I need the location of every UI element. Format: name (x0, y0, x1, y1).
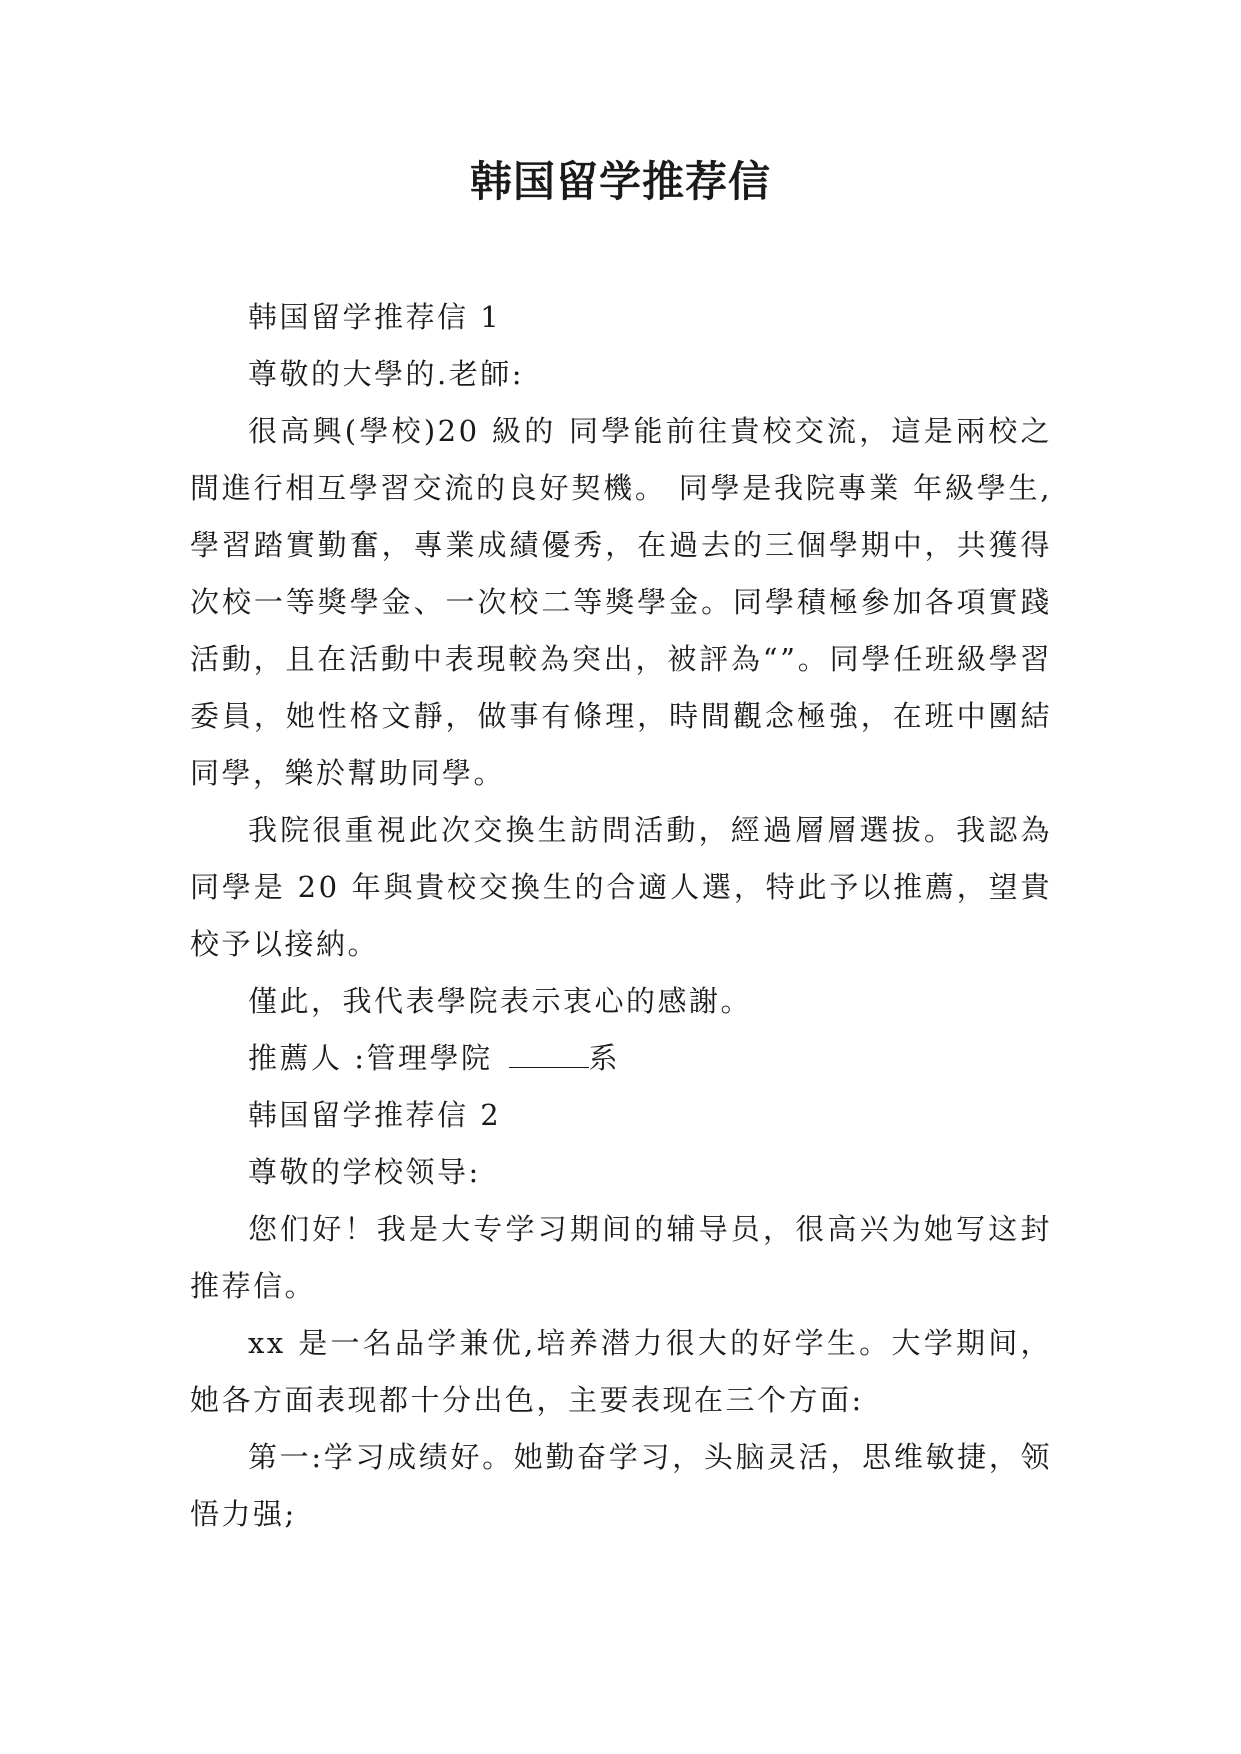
letter2-paragraph-1: 您们好！我是大专学习期间的辅导员，很高兴为她写这封推荐信。 (190, 1212, 1052, 1303)
recommender-blank (509, 1041, 589, 1068)
recommender-suffix: 系 (588, 1041, 621, 1075)
recommender-prefix: 推薦人 :管理學院 (248, 1041, 493, 1075)
letter1-paragraph-3: 僅此，我代表學院表示衷心的感謝。 (248, 984, 753, 1018)
letter1-salutation: 尊敬的大學的.老師: (248, 357, 524, 391)
letter1-paragraph-2: 我院很重視此次交換生訪問活動，經過層層選拔。我認為同學是 20 年與貴校交換生的合適人選，特此予以推薦，望貴校予以接納。 (190, 813, 1052, 961)
letter2-salutation: 尊敬的学校领导: (248, 1155, 481, 1189)
document-title: 韩国留学推荐信 (469, 157, 771, 206)
letter1-recommender-line (190, 1030, 1052, 1087)
letter1-heading: 韩国留学推荐信 1 (248, 300, 502, 334)
letter2-paragraph-2: xx 是一名品学兼优,培养潜力很大的好学生。大学期间，她各方面表现都十分出色，主要表现在三个方面: (190, 1326, 1052, 1417)
document-body (190, 289, 1052, 1543)
letter1-paragraph-1: 很高興(學校)20 級的 同學能前往貴校交流，這是兩校之間進行相互學習交流的良好契機。 同學是我院專業 年級學生,學習踏實勤奮，專業成績優秀，在過去的三個學期中，共獲得次校一等獎學金、一次校二等獎學金。同學積極參加各項實踐活動，且在活動中表現較為突出，被評為“”。同學任班級學習委員，她性格文靜，做事有條理，時間觀念極強，在班中團結同學，樂於幫助同學。 (190, 414, 1052, 790)
letter2-paragraph-3: 第一:学习成绩好。她勤奋学习，头脑灵活，思维敏捷，领悟力强; (190, 1440, 1052, 1531)
letter2-heading: 韩国留学推荐信 2 (248, 1098, 502, 1132)
